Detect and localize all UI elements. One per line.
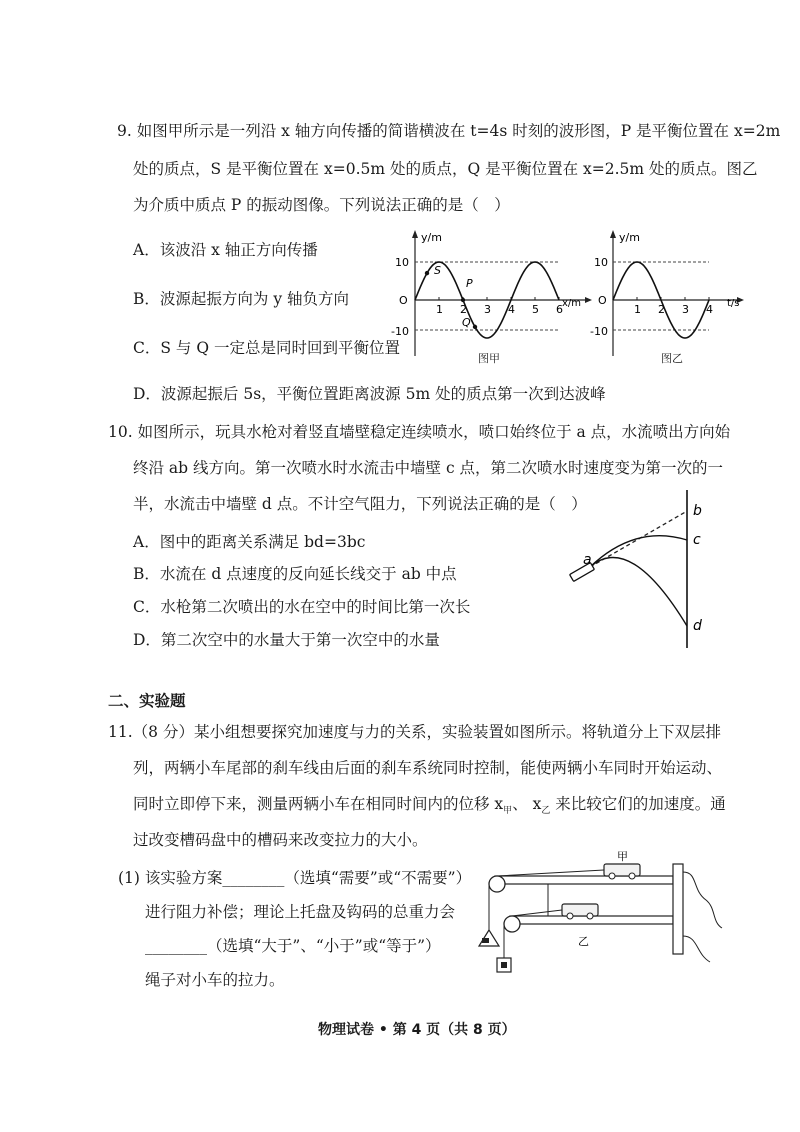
brake-wire-lower: [683, 936, 710, 962]
figure-jia-caption: 图甲: [478, 352, 500, 365]
q9-option-a: A．该波沿 x 轴正方向传播: [133, 241, 318, 259]
jia-tick-label: 4: [508, 303, 515, 316]
string-lower: [512, 910, 562, 916]
yi-y-arrow: [610, 230, 616, 238]
q11-line2: 列，两辆小车尾部的刹车线由后面的刹车系统同时控制，能使两辆小车同时开始运动、: [133, 759, 723, 777]
section-title: 二、实验题: [108, 691, 186, 710]
figure-yi: [590, 228, 747, 368]
yi-ytick-top: 10: [594, 256, 608, 269]
q11-part1-line2: 进行阻力补偿；理论上托盘及钩码的总重力会: [145, 903, 456, 921]
jia-x-arrow: [585, 297, 592, 303]
label-c: c: [693, 532, 701, 548]
jia-tick-label: 2: [460, 303, 467, 316]
q9-line3: 为介质中质点 P 的振动图像。下列说法正确的是（ ）: [133, 196, 510, 214]
yi-tick-label: 3: [682, 303, 689, 316]
figure-yi-caption: 图乙: [661, 352, 683, 365]
q11-line3: 同时立即停下来，测量两辆小车在相同时间内的位移 $x_甲$、 $x_乙$ 来比较它们的加速度。通: [133, 795, 726, 817]
jia-label-s: S: [434, 264, 441, 277]
q11-part1-line1: (1) 该实验方案________（选填“需要”或“不需要”）: [118, 869, 472, 887]
brake-post: [673, 864, 683, 954]
cart-yi-wheel: [587, 913, 593, 919]
trajectory-d: [590, 558, 687, 626]
jia-point-p: [461, 298, 465, 302]
page-footer: 物理试卷 • 第 4 页（共 8 页）: [318, 1022, 516, 1038]
q11-line4: 过改变槽码盘中的槽码来改变拉力的大小。: [133, 831, 428, 849]
weight-upper: [482, 938, 489, 943]
string-upper: [497, 870, 604, 876]
jia-point-q: [473, 325, 477, 329]
q10-option-c: C．水枪第二次喷出的水在空中的时间比第一次长: [133, 598, 471, 616]
jia-label-q: Q: [462, 316, 471, 329]
label-d: d: [693, 618, 702, 634]
weight-lower: [501, 962, 507, 968]
q11-line1: 11.（8 分）某小组想要探究加速度与力的关系，实验装置如图所示。将轨道分上下双层排: [108, 723, 721, 741]
cart-jia-wheel: [629, 873, 635, 879]
figure-water-gun: [560, 488, 730, 656]
q9-option-c: C．S 与 Q 一定总是同时回到平衡位置: [133, 339, 400, 357]
jia-origin: O: [399, 294, 408, 307]
yi-origin: O: [598, 294, 607, 307]
jia-y-arrow: [412, 230, 418, 238]
upper-track: [495, 876, 673, 884]
q10-line3: 半，水流击中墙壁 d 点。不计空气阻力，下列说法正确的是（ ）: [133, 495, 587, 513]
label-yi: 乙: [578, 935, 589, 948]
label-a: a: [583, 552, 592, 568]
jia-ytick-bottom: -10: [391, 325, 409, 338]
q10-line2: 终沿 ab 线方向。第一次喷水时水流击中墙壁 c 点，第二次喷水时速度变为第一次的一: [133, 459, 724, 477]
jia-tick-label: 3: [484, 303, 491, 316]
jia-ylabel: y/m: [421, 231, 442, 244]
cart-yi-wheel: [567, 913, 573, 919]
q9-option-d: D．波源起振后 5s，平衡位置距离波源 5m 处的质点第一次到达波峰: [133, 385, 606, 403]
jia-xlabel: x/m: [562, 298, 582, 309]
yi-xlabel: t/s: [727, 298, 740, 309]
pulley-upper: [489, 876, 505, 892]
yi-ytick-bottom: -10: [590, 325, 608, 338]
trajectory-c: [590, 536, 687, 567]
q10-option-a: A．图中的距离关系满足 bd=3bc: [133, 533, 366, 551]
q11-part1-line3: ________（选填“大于”、“小于”或“等于”）: [145, 937, 441, 955]
jia-label-p: P: [466, 277, 473, 290]
yi-tick-label: 4: [706, 303, 713, 316]
q9-option-b: B．波源起振方向为 y 轴负方向: [133, 290, 350, 308]
q10-option-d: D．第二次空中的水量大于第一次空中的水量: [133, 631, 440, 649]
jia-tick-label: 6: [556, 303, 563, 316]
q11-part1-line4: 绳子对小车的拉力。: [145, 971, 285, 989]
pulley-lower: [504, 916, 520, 932]
jia-tick-label: 5: [532, 303, 539, 316]
yi-tick-label: 1: [634, 303, 641, 316]
figure-jia: [391, 228, 595, 368]
q9-line1: 9. 如图甲所示是一列沿 x 轴方向传播的简谐横波在 t=4s 时刻的波形图，P 是平衡位置在 x=2m: [117, 122, 781, 140]
yi-ylabel: y/m: [619, 231, 640, 244]
label-b: b: [693, 503, 702, 519]
jia-tick-label: 1: [436, 303, 443, 316]
q10-option-b: B．水流在 d 点速度的反向延长线交于 ab 中点: [133, 565, 457, 583]
cart-jia-wheel: [609, 873, 615, 879]
jia-point-s: [425, 271, 429, 275]
figure-apparatus: [470, 850, 735, 990]
q9-line2: 处的质点，S 是平衡位置在 x=0.5m 处的质点，Q 是平衡位置在 x=2.5m 处的质点。图乙: [133, 160, 758, 178]
yi-tick-label: 2: [658, 303, 665, 316]
q10-line1: 10. 如图所示，玩具水枪对着竖直墙壁稳定连续喷水，喷口始终位于 a 点，水流喷出方向始: [108, 423, 731, 441]
label-jia: 甲: [617, 850, 628, 863]
brake-wire-upper: [683, 872, 722, 928]
jia-ytick-top: 10: [395, 256, 409, 269]
